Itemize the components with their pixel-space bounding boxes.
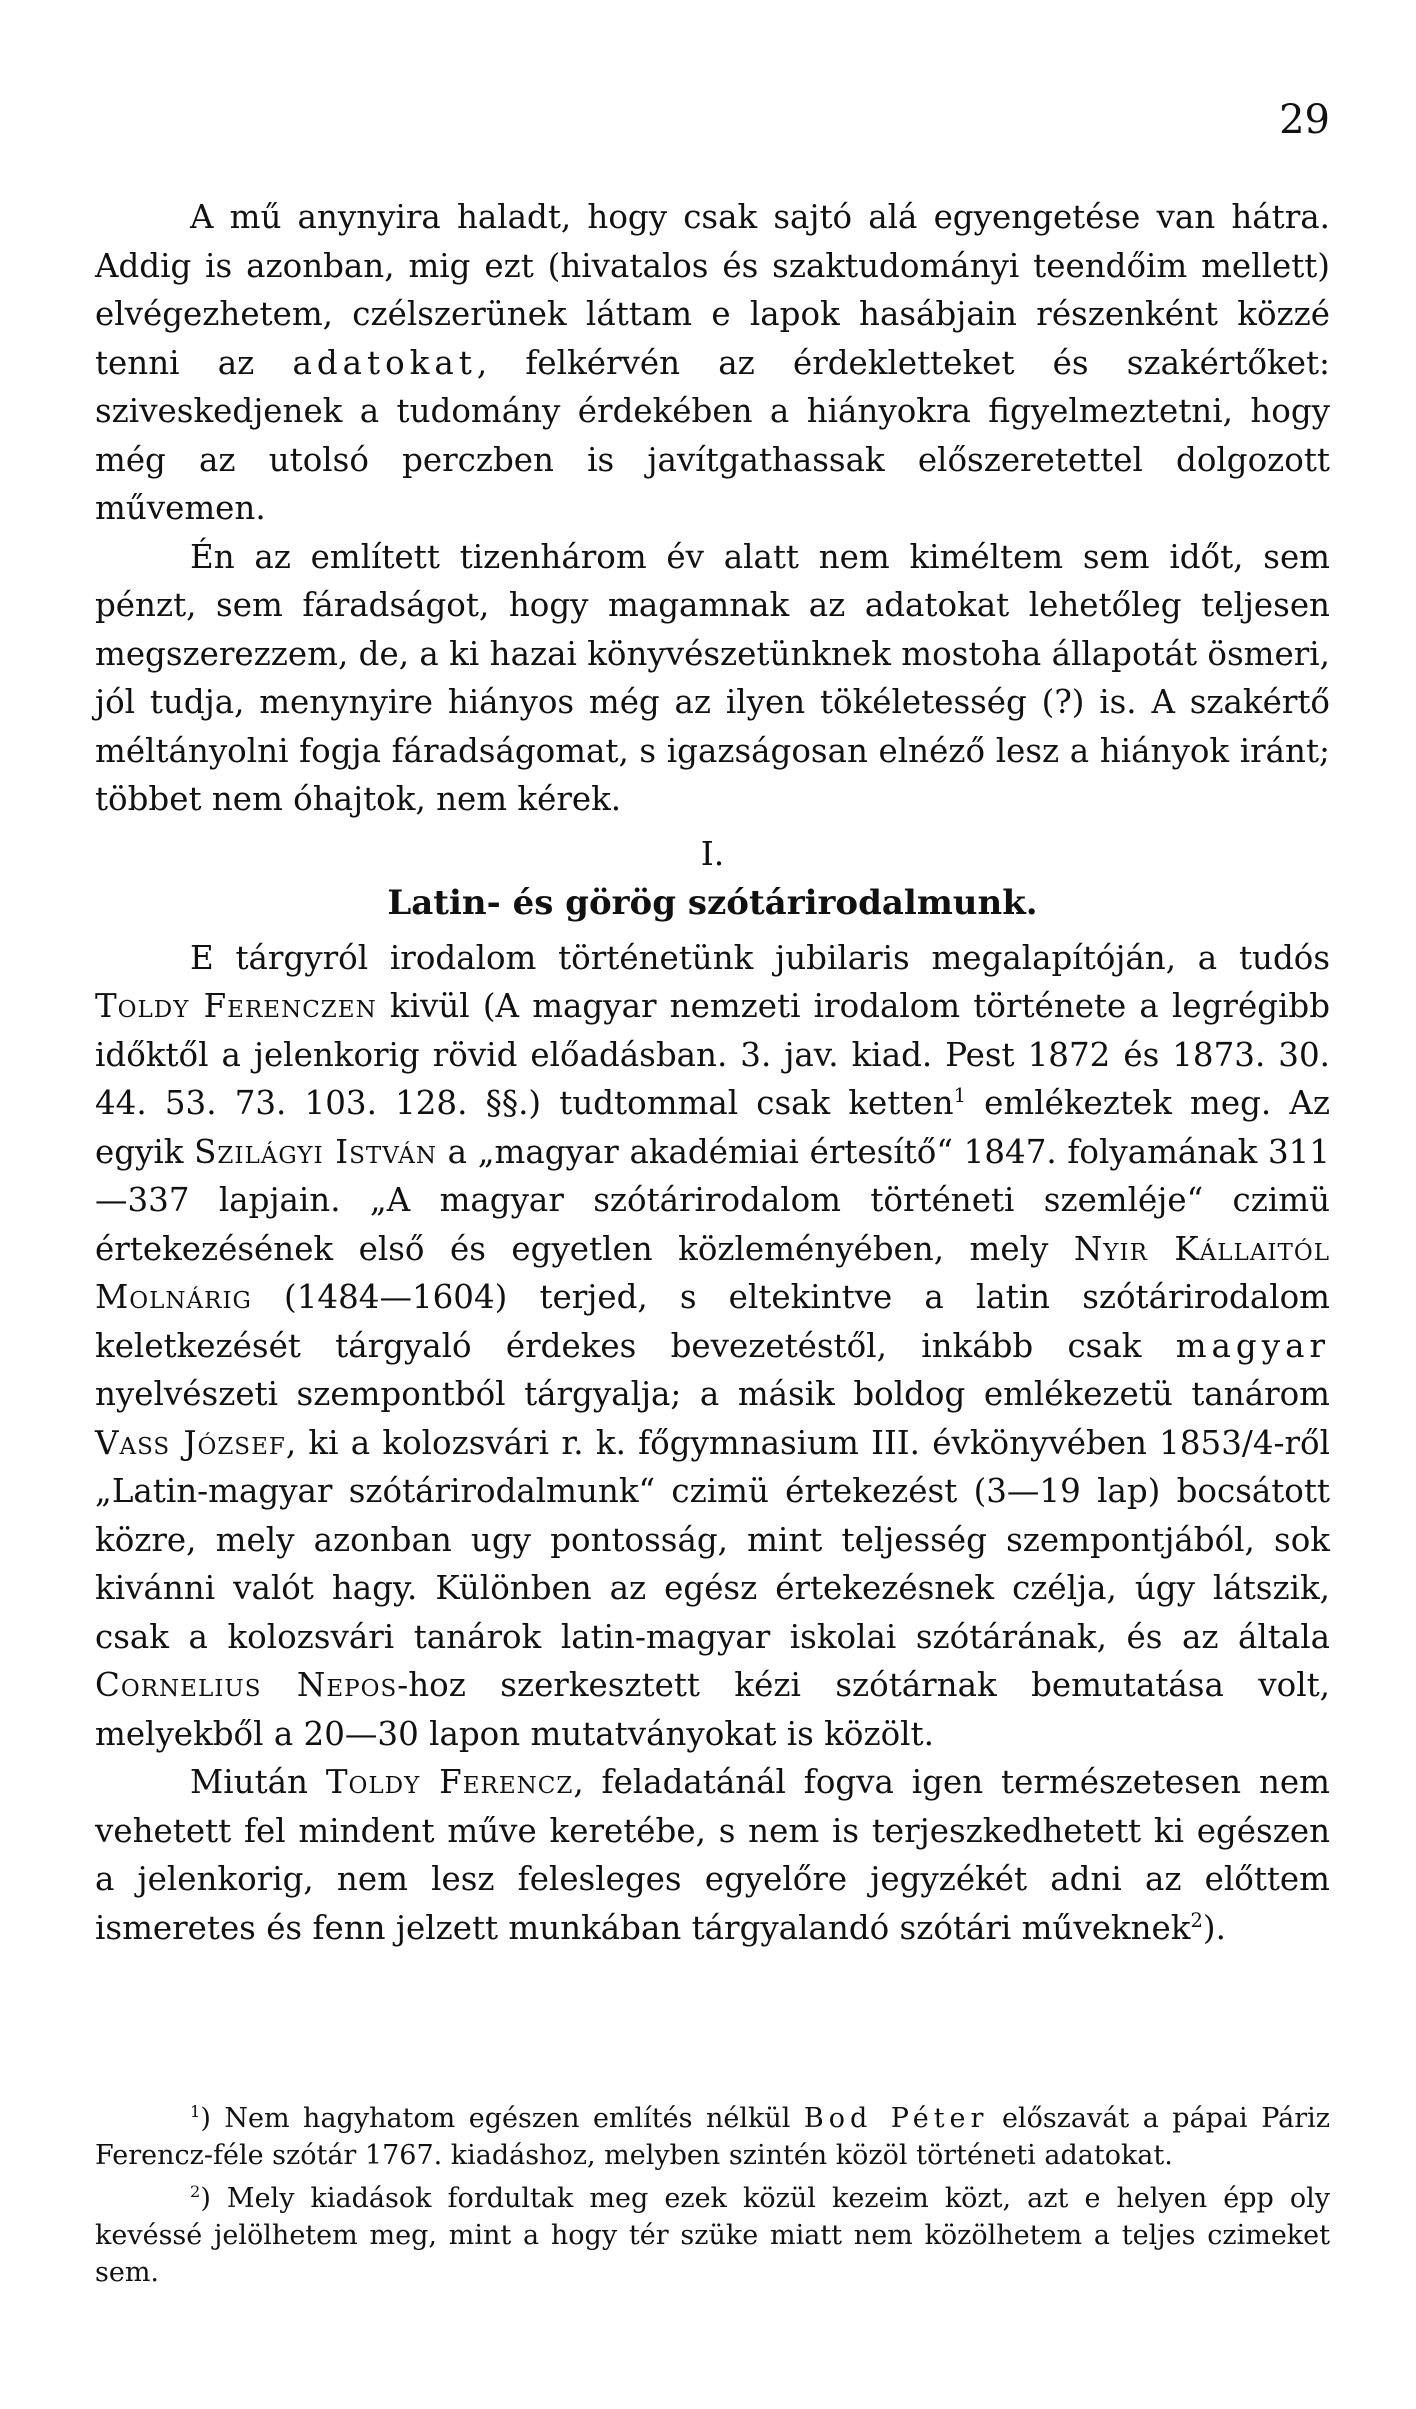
- text-span: Miután: [190, 1763, 326, 1801]
- footnote-ref-2: 2: [1190, 1908, 1203, 1932]
- author-name-nepos: Cornelius Nepos: [95, 1666, 398, 1704]
- text-span: ) Nem hagyhatom egészen említés nélkül: [200, 2103, 804, 2134]
- footnote-2: [95, 2180, 1330, 2291]
- text-span: a „magyar akadémiai értesítő“ 1847. folyamának 311—337 lapjain. „A magyar szótárirodalom történeti szemléje“ czimü értekezésének első és egyetlen közleményében, mely: [95, 1132, 1330, 1268]
- paragraph-intro-text: A mű anynyira haladt, hogy csak sajtó alá egyengetése van hátra. Addig is azonban, mig ezt (hivatalos és szaktudományi teendőim mellett) elvégezhetem, czélszerünek láttam e lapok hasábjain részenként közzé tenni az: [95, 198, 1330, 382]
- footnote-marker: 1: [190, 2102, 201, 2121]
- author-name-toldy-2: Toldy Ferencz: [325, 1763, 574, 1801]
- spaced-word-magyar: magyar: [1175, 1326, 1330, 1365]
- paragraph-intro: [95, 193, 1330, 533]
- text-span: -hoz szerkesztett kézi szótárnak bemutatása volt, melyekből a 20—30 lapon mutatványokat is közölt.: [95, 1666, 1330, 1753]
- author-name-vass: Vass József: [95, 1423, 286, 1462]
- footnote-1: [95, 2100, 1330, 2174]
- text-span: ).: [1202, 1908, 1226, 1947]
- text-span: (1484—1604) terjed, s eltekintve a latin szótárirodalom keletkezését tárgyaló érdekes bevezetéstől, inkább csak: [95, 1278, 1330, 1365]
- text-span: E tárgyról irodalom történetünk jubilaris megalapítóján, a tudós: [190, 938, 1330, 977]
- section-title: Latin- és görög szótárirodalmunk.: [387, 882, 1038, 923]
- section-numeral: I.: [700, 833, 725, 873]
- text-span: ) Mely kiadások fordultak meg ezek közül kezeim közt, azt e helyen épp oly kevéssé jelölhetem meg, mint a hogy tér szüke miatt nem közölhetem a teljes czimeket sem.: [95, 2183, 1330, 2288]
- text-span: kivül (A magyar nemzeti irodalom története a legrégibb időktől a jelenkorig rövid előadásban. 3. jav. kiad. Pest 1872 és 1873. 30. 44. 53. 73. 103. 128. §§.) tudtommal csak ketten: [95, 987, 1330, 1122]
- paragraph-intro-end: , felkérvén az érdekletteket és szakértőket: sziveskedjenek a tudomány érdekében a hiányokra figyelmeztetni, hogy még az utolsó perczben is javítgathassak előszeretettel dolgozott művemen.: [95, 343, 1330, 527]
- paragraph-subject: [95, 934, 1330, 1759]
- text-span: nyelvészeti szempontból tárgyalja; a másik boldog emlékezetü tanárom: [95, 1375, 1330, 1413]
- author-name-toldy: Toldy Ferenczen: [95, 987, 377, 1025]
- spaced-word-adatokat: adatokat: [292, 343, 477, 382]
- text-span: emlékeztek meg. Az egyik: [95, 1084, 1330, 1171]
- spaced-name-bod-peter: Bod Péter: [803, 2103, 989, 2134]
- footnote-marker: 2: [190, 2182, 201, 2201]
- footnotes: [95, 2100, 1330, 2297]
- page-number: 29: [1279, 97, 1330, 143]
- text-span: , feladatánál fogva igen természetesen nem vehetett fel mindent műve keretébe, s nem is terjeszkedhetett ki egészen a jelenkorig, nem lesz felesleges egyelőre jegyzékét adni az előttem ismeretes és fenn jelzett munkában tárgyalandó szótári műveknek: [95, 1763, 1330, 1947]
- author-name-kallai-molnar: Nyir Kállaitól Molnárig: [95, 1229, 1330, 1316]
- text-span: előszavát a pápai Páriz Ferencz-féle szótár 1767. kiadáshoz, melyben szintén közöl történeti adatokat.: [95, 2103, 1331, 2171]
- footnote-ref-1: 1: [953, 1084, 967, 1108]
- author-name-szilagyi: Szilágyi István: [194, 1132, 437, 1171]
- body-text: [95, 193, 1330, 1952]
- paragraph-effort: Én az említett tizenhárom év alatt nem kiméltem sem időt, sem pénzt, sem fáradságot, hogy magamnak az adatokat lehetőleg teljesen megszerezzem, de, a ki hazai könyvészetünknek mostoha állapotát ösmeri, jól tudja, menynyire hiányos még az ilyen tökéletesség (?) is. A szakértő méltányolni fogja fáradságomat, s igazságosan elnéző lesz a hiányok iránt; többet nem óhajtok, nem kérek.: [95, 537, 1330, 818]
- text-span: , ki a kolozsvári r. k. főgymnasium III. évkönyvében 1853/4-ről „Latin-magyar szótárirodalmunk“ czimü értekezést (3—19 lap) bocsátott közre, mely azonban ugy pontosság, mint teljesség szempontjából, sok kivánni valót hagy. Különben az egész értekezésnek czélja, úgy látszik, csak a kolozsvári tanárok latin-magyar iskolai szótárának, és az általa: [95, 1423, 1330, 1656]
- paragraph-list-intro: [95, 1758, 1330, 1952]
